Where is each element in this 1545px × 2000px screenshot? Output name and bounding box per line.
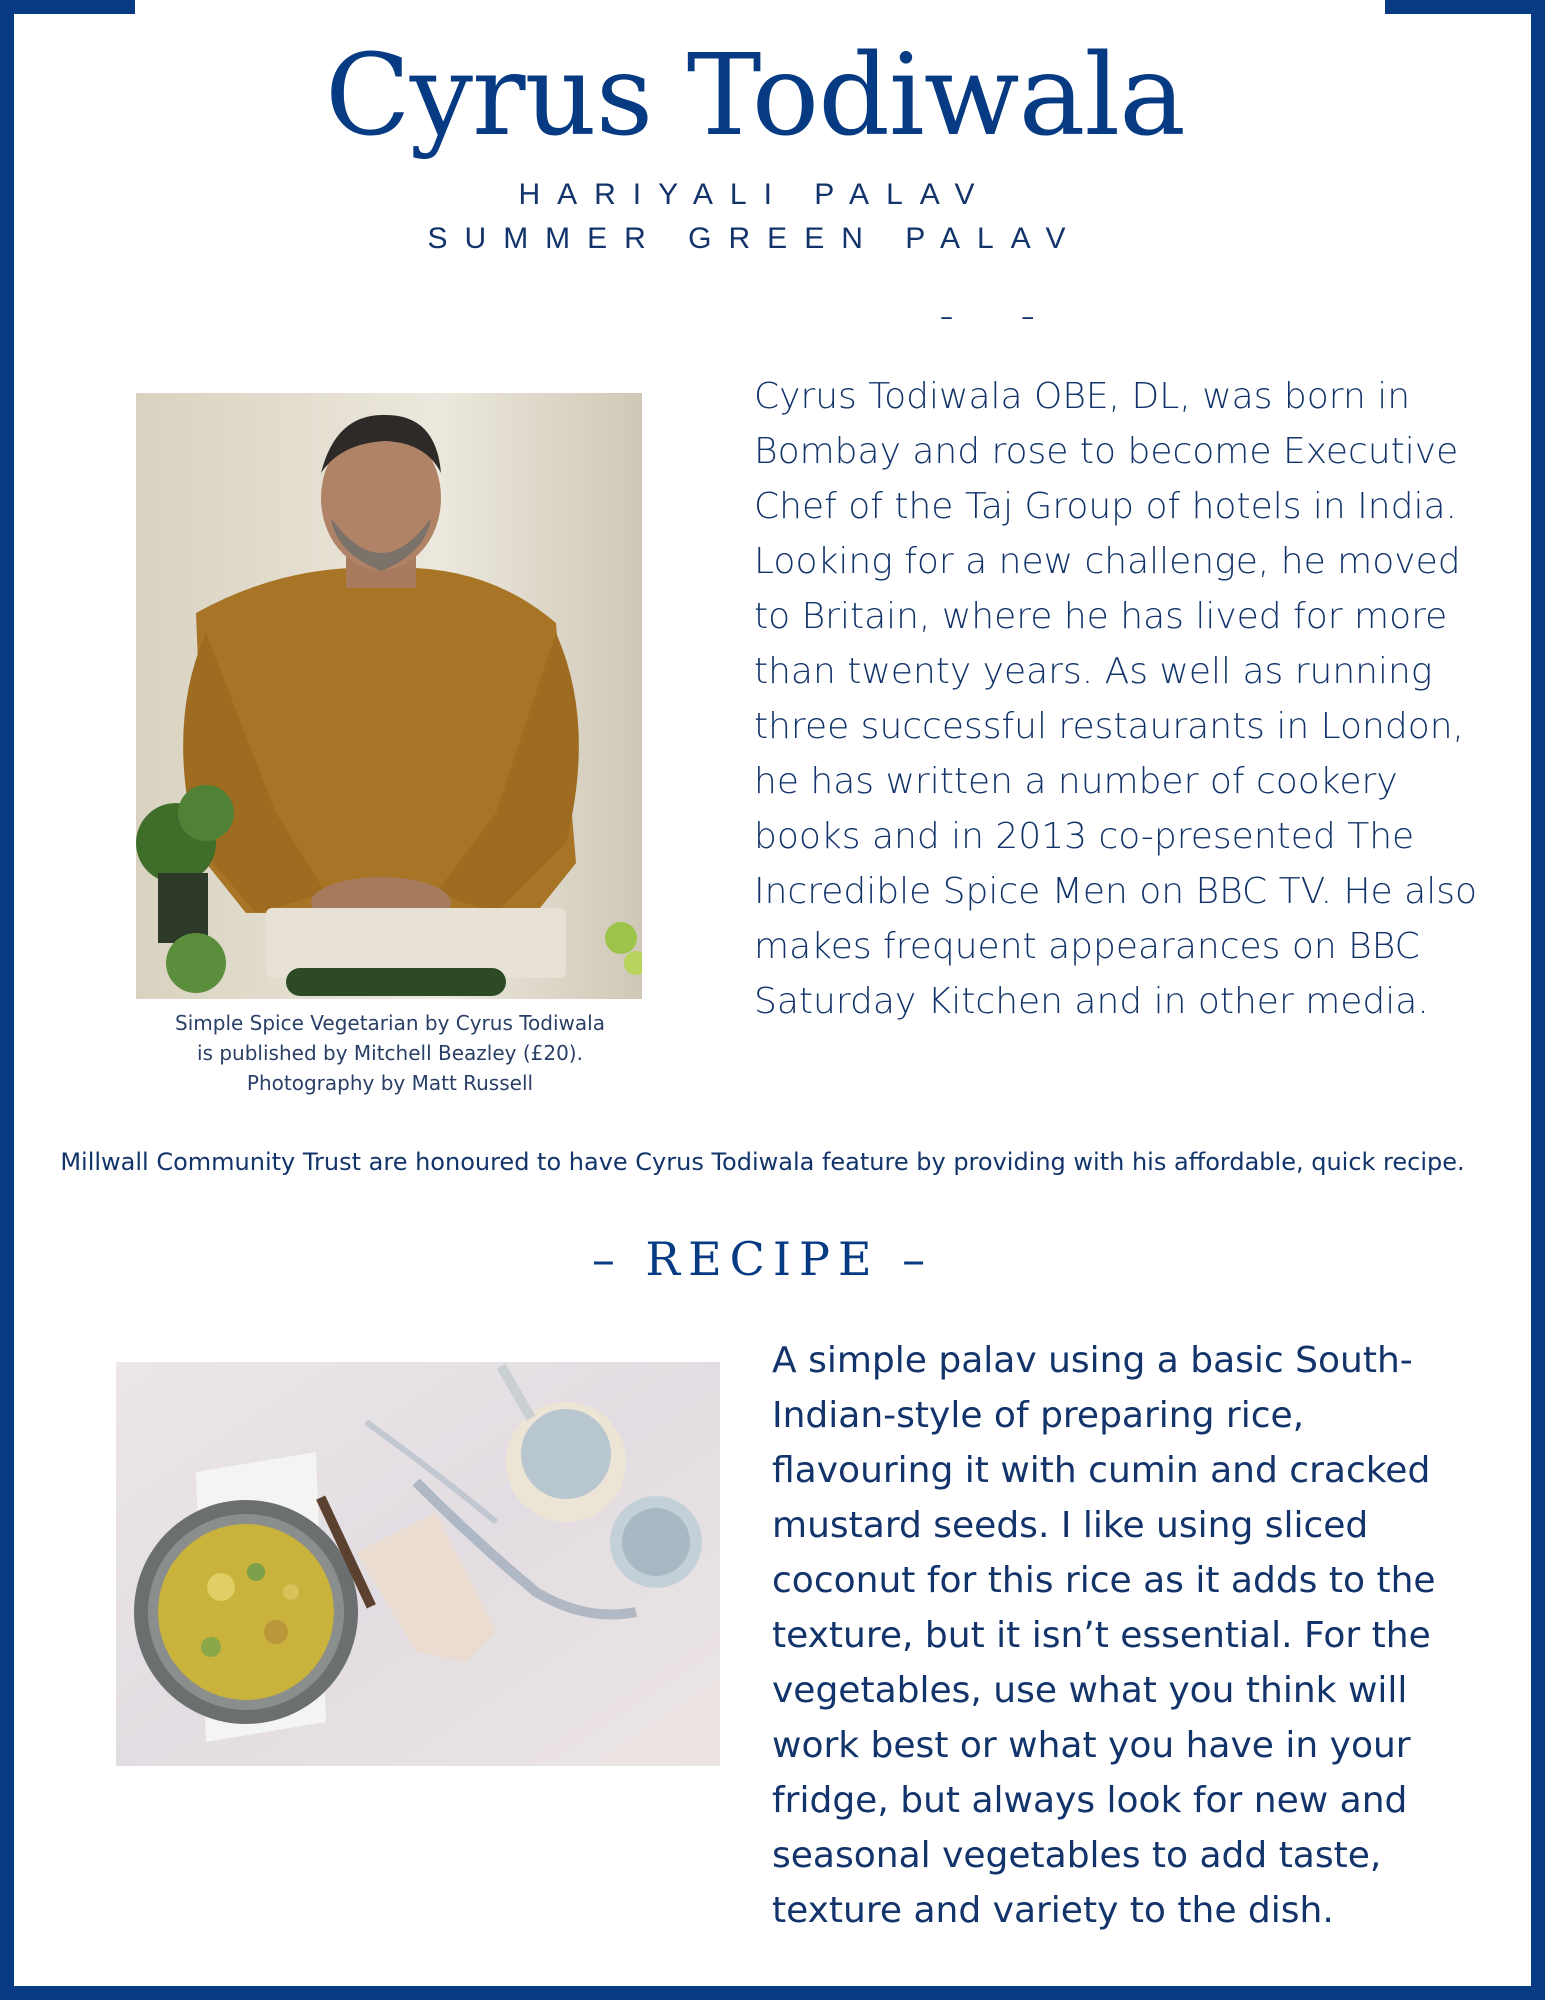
recipe-line: texture, but it isn’t essential. For the: [772, 1615, 1431, 1656]
caption-line: is published by Mitchell Beazley (£20).: [197, 1041, 583, 1065]
chef-portrait-illustration: [136, 393, 642, 999]
recipe-name-english: SUMMER GREEN PALAV: [427, 222, 1083, 255]
caption-line: Simple Spice Vegetarian by Cyrus Todiwala: [175, 1011, 605, 1035]
chef-portrait-photo: [136, 393, 642, 999]
bio-line: Cyrus Todiwala OBE, DL, was born in: [754, 376, 1411, 417]
recipe-line: Indian-style of preparing rice,: [772, 1395, 1305, 1436]
palav-dish-photo: [116, 1362, 720, 1766]
bio-line: he has written a number of cookery: [754, 761, 1398, 802]
bio-line: Saturday Kitchen and in other media.: [754, 981, 1429, 1022]
bio-line: Chef of the Taj Group of hotels in India.: [754, 486, 1457, 527]
recipe-line: mustard seeds. I like using sliced: [772, 1505, 1369, 1546]
bio-line: Incredible Spice Men on BBC TV. He also: [754, 871, 1477, 912]
bio-line: Bombay and rose to become Executive: [754, 431, 1459, 472]
recipe-line: A simple palav using a basic South-: [772, 1340, 1413, 1381]
recipe-line: fridge, but always look for new and: [772, 1780, 1408, 1821]
bio-line: books and in 2013 co-presented The: [754, 816, 1415, 857]
recipe-section-heading: – RECIPE –: [591, 1232, 934, 1286]
bio-line: three successful restaurants in London,: [754, 706, 1464, 747]
recipe-line: coconut for this rice as it adds to the: [772, 1560, 1436, 1601]
community-trust-note: Millwall Community Trust are honoured to have Cyrus Todiwala feature by providing with his affordable, quick recipe.: [60, 1148, 1465, 1176]
recipe-name-local: HARIYALI PALAV: [518, 178, 992, 211]
frame-right-border: [1531, 0, 1545, 2000]
decorative-dashes: – –: [940, 302, 1065, 332]
recipe-line: flavouring it with cumin and cracked: [772, 1450, 1431, 1491]
bio-line: makes frequent appearances on BBC: [754, 926, 1420, 967]
caption-line: Photography by Matt Russell: [246, 1071, 534, 1095]
bio-line: than twenty years. As well as running: [754, 651, 1433, 692]
frame-top-right-border: [1385, 0, 1545, 14]
page-title: Cyrus Todiwala: [325, 31, 1185, 161]
chef-biography: [754, 369, 1514, 1029]
bio-line: to Britain, where he has lived for more: [754, 596, 1448, 637]
recipe-line: seasonal vegetables to add taste,: [772, 1835, 1382, 1876]
frame-top-left-border: [0, 0, 135, 14]
portrait-caption: [130, 1008, 650, 1098]
recipe-introduction: [772, 1333, 1512, 1938]
frame-bottom-border: [0, 1986, 1545, 2000]
palav-dish-illustration: [116, 1362, 720, 1766]
recipe-line: vegetables, use what you think will: [772, 1670, 1408, 1711]
frame-left-border: [0, 0, 14, 2000]
recipe-line: texture and variety to the dish.: [772, 1890, 1334, 1931]
bio-line: Looking for a new challenge, he moved: [754, 541, 1461, 582]
recipe-line: work best or what you have in your: [772, 1725, 1411, 1766]
